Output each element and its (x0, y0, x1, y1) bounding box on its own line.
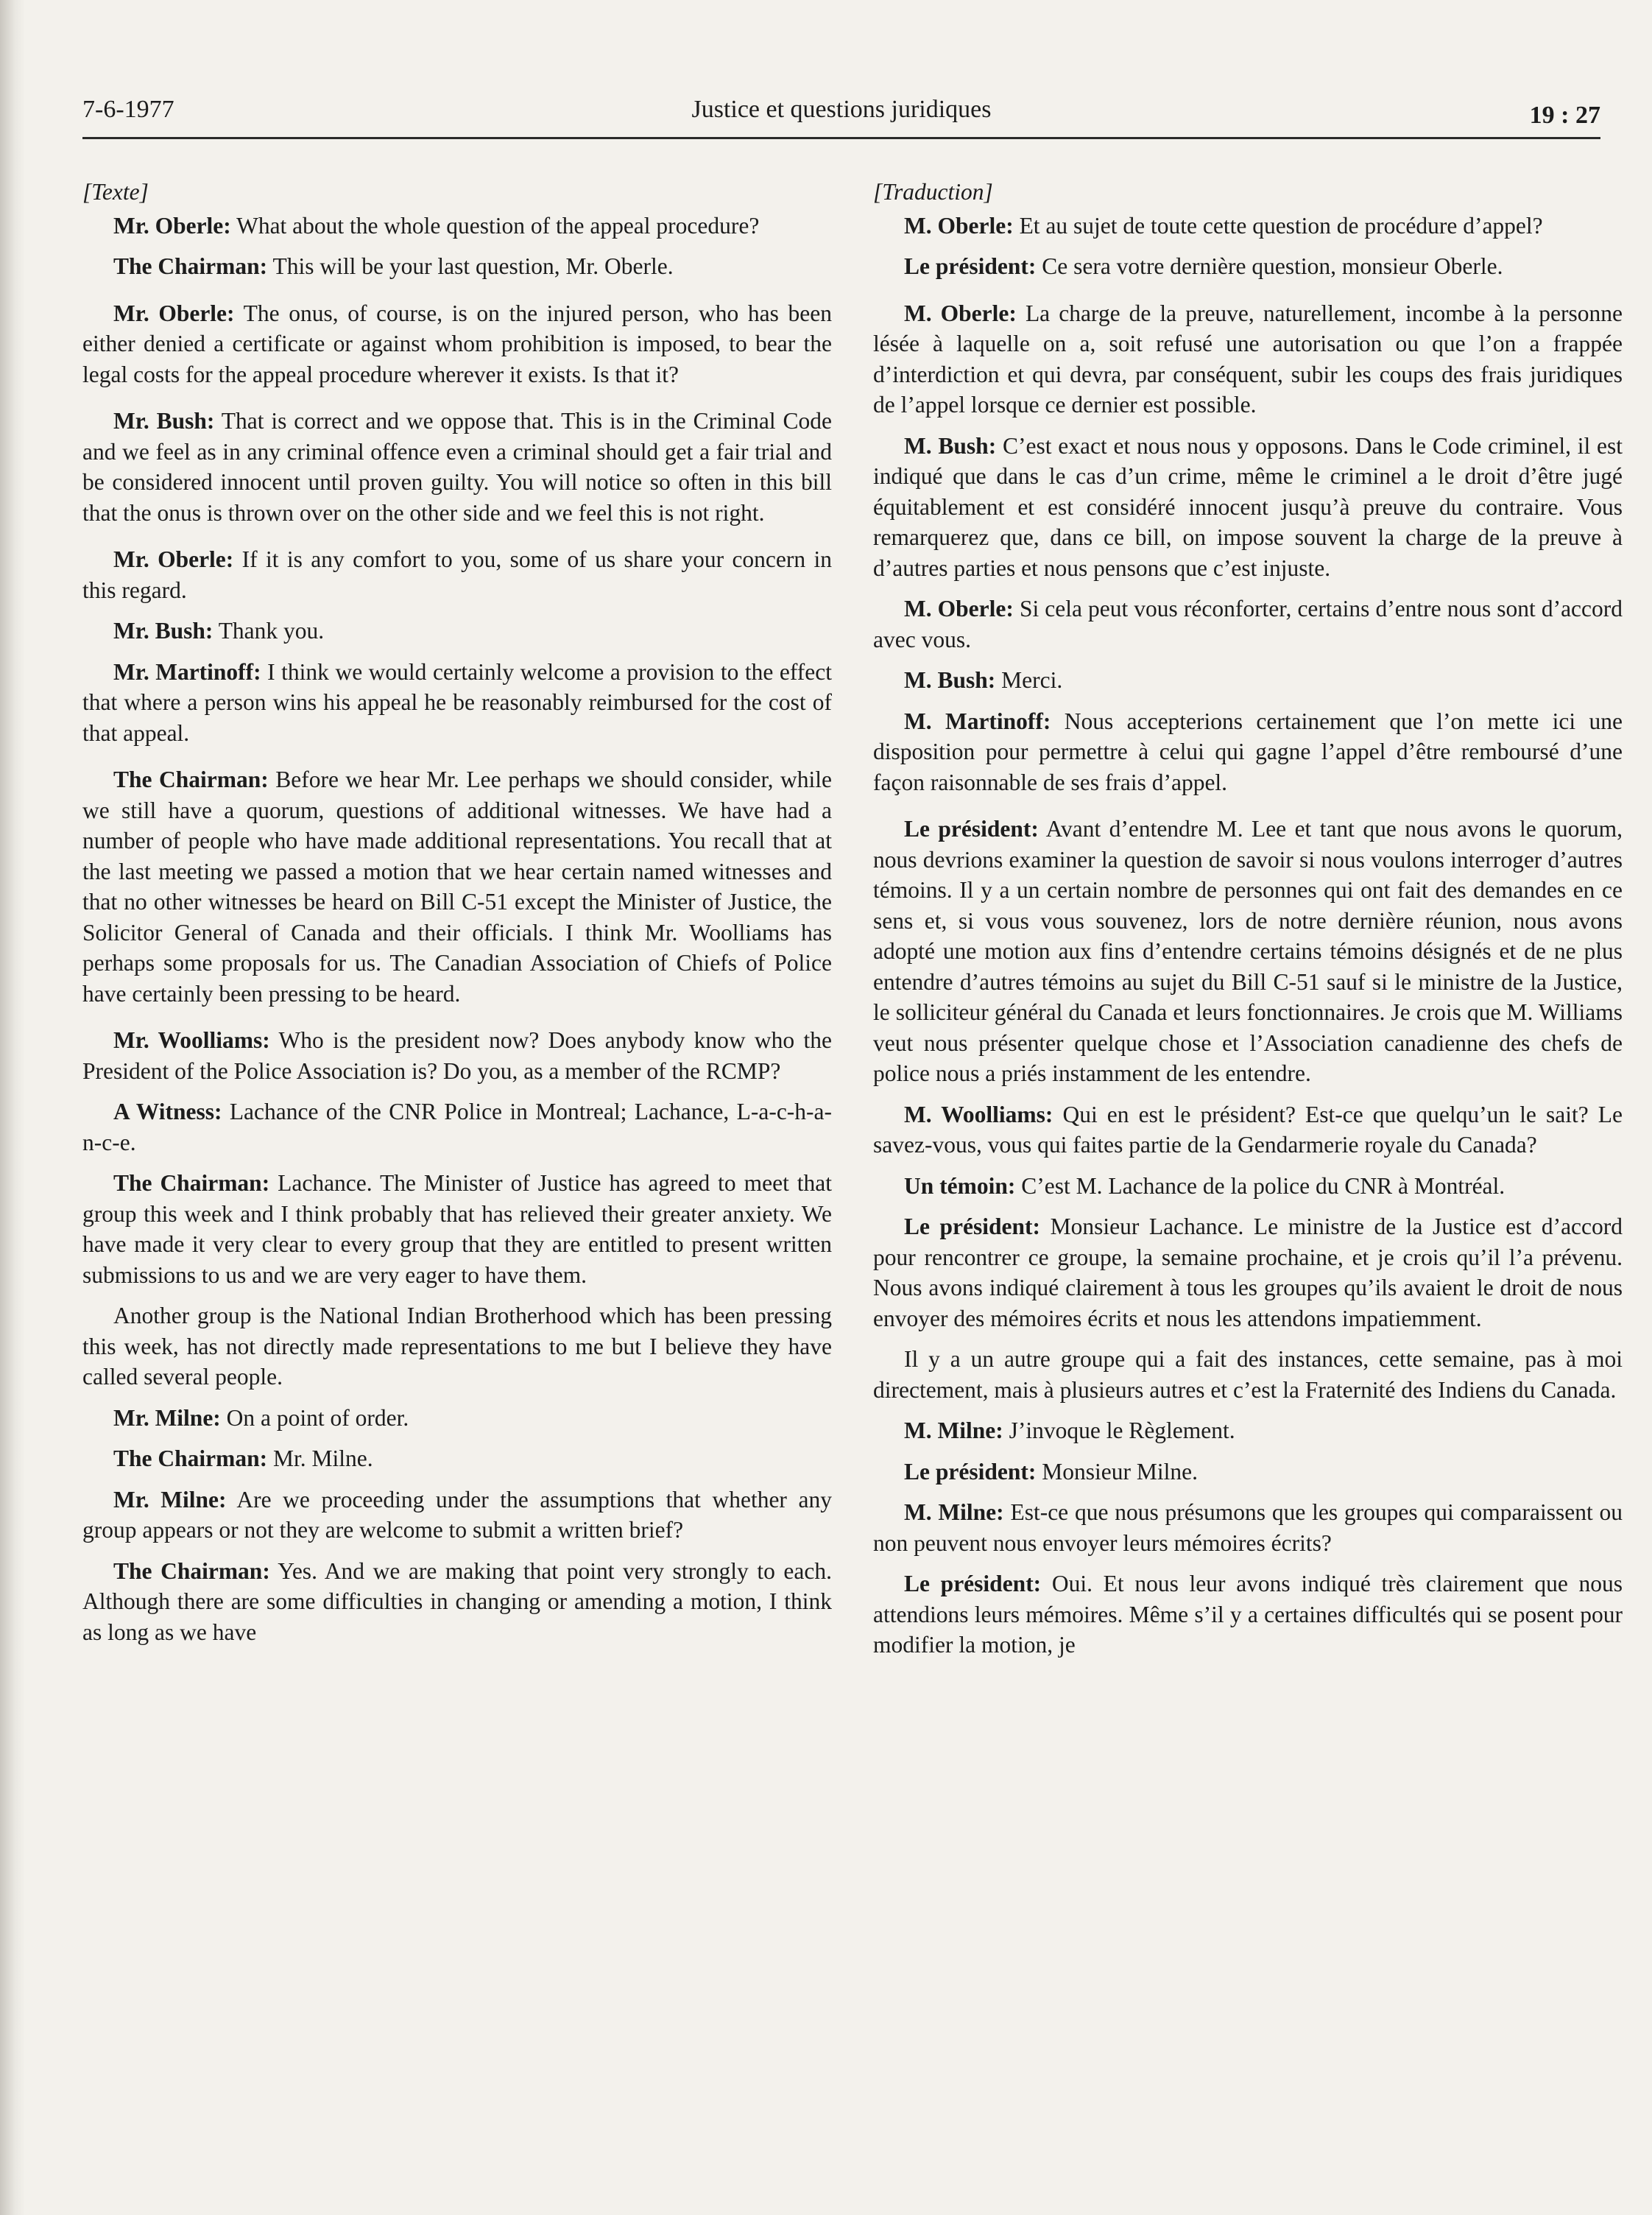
speech: Are we proceeding under the assumptions that whether any group appears or not they are welcome to submit a written brief? (82, 1486, 832, 1543)
speaker: M. Oberle: (904, 300, 1017, 326)
speaker: Mr. Oberle: (113, 546, 234, 572)
speaker: Mr. Martinoff: (113, 658, 261, 685)
speaker: Le président: (904, 1571, 1042, 1596)
paragraph (82, 1403, 832, 1434)
speaker: Mr. Oberle: (113, 300, 235, 326)
speech: Lachance of the CNR Police in Montreal; Lachance, L-a-c-h-a-n-c-e. (82, 1099, 833, 1155)
right-column (873, 177, 1623, 1671)
running-head (82, 87, 1600, 135)
speaker: M. Bush: (904, 432, 997, 459)
paragraph (82, 1168, 832, 1290)
speech: Merci. (1001, 667, 1063, 693)
speech: Before we hear Mr. Lee perhaps we should consider, while we still have a quorum, questions of additional witnesses. We have had a number of people who have made additional representations. You recall that at the last meeting we passed a motion that we hear certain named witnesses and that no other witnesses be heard on Bill C-51 except the Minister of Justice, the Solicitor General of Canada and their officials. I think Mr. Woolliams has perhaps some proposals for us. The Canadian Association of Chiefs of Police have certainly been pressing to be heard. (82, 767, 833, 1007)
speech: J’invoque le Règlement. (1009, 1418, 1235, 1443)
paragraph (82, 544, 832, 605)
speech: Yes. And we are making that point very strongly to each. Although there are some difficulties in changing or amending a motion, I think as long as we have (82, 1557, 833, 1645)
paragraph (873, 431, 1623, 584)
paragraph (873, 1415, 1623, 1446)
speaker: The Chairman: (113, 767, 269, 792)
speech: Avant d’entendre M. Lee et tant que nous avons le quorum, nous devrions examiner la question de savoir si nous voulons interroger d’autres témoins. Il y a un certain nombre de personnes qui ont fait des demandes en ce sens et, si vous vous souvenez, lors de notre dernière réunion, nous avons adopté une motion aux fins d’entendre certains témoins désignés et de ne plus entendre d’autres témoins au sujet du Bill C-51 sauf si le ministre de la Justice, le solliciteur général du Canada et leurs fonctionnaires. Je crois que M. Williams veut nous présenter quelque chose et l’Association canadienne des chefs de police nous a priés instamment de les entendre. (873, 816, 1623, 1086)
paragraph (82, 1025, 832, 1086)
speech: C’est M. Lachance de la police du CNR à Montréal. (1021, 1172, 1505, 1199)
paragraph (82, 1485, 832, 1546)
paragraph (873, 1211, 1623, 1334)
speech: If it is any comfort to you, some of us share your concern in this regard. (82, 546, 833, 603)
speaker: Un témoin: (904, 1172, 1016, 1199)
speech: Ce sera votre dernière question, monsieur Oberle. (1042, 253, 1503, 279)
header-title: Justice et questions juridiques (691, 96, 992, 123)
paragraph (82, 764, 832, 1009)
speech: Mr. Milne. (273, 1445, 373, 1471)
column-label-english: [Texte] (82, 179, 149, 205)
column-label-french: [Traduction] (873, 179, 993, 205)
paragraph (82, 616, 832, 647)
speaker: M. Milne: (904, 1499, 1004, 1525)
page-number: 19 : 27 (1529, 102, 1600, 129)
speech: Qui en est le président? Est-ce que quelqu’un le sait? Le savez-vous, vous qui faites partie de la Gendarmerie royale du Canada? (873, 1101, 1623, 1158)
speech: I think we would certainly welcome a provision to the effect that where a person wins his appeal he be reasonably reimbursed for the cost of that appeal. (82, 658, 832, 746)
speaker: Le président: (904, 1458, 1037, 1485)
paragraph (873, 1344, 1623, 1405)
paragraph (873, 814, 1623, 1089)
speech: Nous accepterions certainement que l’on mette ici une disposition pour permettre à celui qui gagne l’appel d’être remboursé d’une façon raisonnable de ses frais d’appel. (873, 708, 1623, 795)
header-date: 7-6-1977 (82, 96, 174, 123)
speaker: Mr. Woolliams: (113, 1027, 270, 1053)
paragraph (82, 298, 832, 390)
speech: Another group is the National Indian Brotherhood which has been pressing this week, has not directly made representations to me but I believe they have called several people. (82, 1303, 832, 1390)
speech: Si cela peut vous réconforter, certains d’entre nous sont d’accord avec vous. (873, 596, 1623, 652)
speech: That is correct and we oppose that. This is in the Criminal Code and we feel as in any criminal offence even a criminal should get a fair trial and be considered innocent until proven guilty. You will notice so often in this bill that the onus is thrown over on the other side and we feel this is not right. (82, 408, 832, 526)
speaker: Le président: (904, 253, 1037, 279)
speech: Who is the president now? Does anybody know who the President of the Police Association is? Do you, as a member of the RCMP? (82, 1027, 832, 1084)
speech: Est-ce que nous présumons que les groupes qui comparaissent ou non peuvent nous envoyer leurs mémoires écrits? (873, 1499, 1623, 1556)
paragraph (873, 594, 1623, 655)
speaker: M. Woolliams: (904, 1101, 1053, 1127)
header-rule (82, 137, 1600, 139)
left-column (82, 177, 832, 1658)
speech: Lachance. The Minister of Justice has agreed to meet that group this week and I think probably that has relieved their greater anxiety. We have made it very clear to every group that they are entitled to present written submissions to us and we are very eager to have them. (82, 1170, 832, 1288)
speaker: Mr. Bush: (113, 408, 215, 434)
paragraph (82, 657, 832, 749)
speaker: Mr. Milne: (113, 1404, 221, 1431)
paragraph (82, 1096, 832, 1158)
speech: Et au sujet de toute cette question de procédure d’appel? (1019, 212, 1543, 239)
paragraph (82, 1300, 832, 1392)
speaker: The Chairman: (113, 1445, 268, 1471)
speech: The onus, of course, is on the injured person, who has been either denied a certificate or against whom prohibition is imposed, to bear the legal costs for the appeal procedure wherever it exists. Is that it? (82, 300, 832, 387)
speaker: A Witness: (113, 1099, 222, 1124)
paragraph (873, 706, 1623, 798)
speech: This will be your last question, Mr. Oberle. (272, 253, 674, 279)
paragraph (82, 406, 832, 528)
paragraph (873, 1171, 1623, 1202)
paragraph (82, 1556, 832, 1648)
speaker: Mr. Bush: (113, 618, 213, 644)
speech: La charge de la preuve, naturellement, incombe à la personne lésée à laquelle on a, soit refusé une autorisation ou que l’on a frappée d’interdiction et qui devra, par conséquent, subir les coups des frais juridiques de l’appel lorsque ce dernier est possible. (873, 300, 1623, 418)
speaker: M. Martinoff: (904, 708, 1051, 734)
paragraph (873, 298, 1623, 420)
paragraph (873, 1099, 1623, 1161)
speaker: M. Oberle: (904, 212, 1014, 239)
speaker: M. Oberle: (904, 596, 1014, 621)
speech: Thank you. (218, 618, 325, 644)
paragraph (873, 1568, 1623, 1661)
paragraph (82, 251, 832, 282)
paragraph (82, 211, 832, 242)
speech: Il y a un autre groupe qui a fait des instances, cette semaine, pas à moi directement, mais à plusieurs autres et c’est la Fraternité des Indiens du Canada. (873, 1346, 1623, 1403)
paragraph (873, 665, 1623, 696)
speaker: Mr. Oberle: (113, 212, 231, 239)
page-edge (0, 0, 25, 2215)
speaker: The Chairman: (113, 1170, 270, 1196)
speech: What about the whole question of the appeal procedure? (236, 212, 760, 239)
paragraph (873, 211, 1623, 242)
speaker: M. Milne: (904, 1418, 1003, 1443)
speaker: Mr. Milne: (113, 1486, 227, 1513)
speech: On a point of order. (226, 1404, 409, 1431)
paragraph (82, 1443, 832, 1474)
speaker: The Chairman: (113, 1557, 270, 1584)
speaker: M. Bush: (904, 667, 996, 693)
speech: Oui. Et nous leur avons indiqué très clairement que nous attendions leurs mémoires. Même s’il y a certaines difficultés qui se posent pour modifier la motion, je (873, 1571, 1623, 1658)
speaker: The Chairman: (113, 253, 268, 279)
paragraph (873, 251, 1623, 282)
speech: C’est exact et nous nous y opposons. Dans le Code criminel, il est indiqué que dans le cas d’un crime, même le criminel a le droit d’être jugé équitablement et est considéré innocent jusqu’à preuve du contraire. Vous remarquerez que, dans ce bill, on impose souvent la charge de la preuve à d’autres parties et nous pensons que c’est injuste. (873, 432, 1623, 581)
speech: Monsieur Lachance. Le ministre de la Justice est d’accord pour rencontrer ce groupe, la semaine prochaine, et je crois qu’il l’a prévenu. Nous avons indiqué clairement à tous les groupes qu’ils avaient le droit de nous envoyer des mémoires écrits et nous les attendons impatiemment. (873, 1214, 1623, 1331)
speaker: Le président: (904, 816, 1039, 842)
speech: Monsieur Milne. (1042, 1458, 1198, 1485)
paragraph (873, 1497, 1623, 1558)
speaker: Le président: (904, 1214, 1041, 1239)
paragraph (873, 1457, 1623, 1487)
